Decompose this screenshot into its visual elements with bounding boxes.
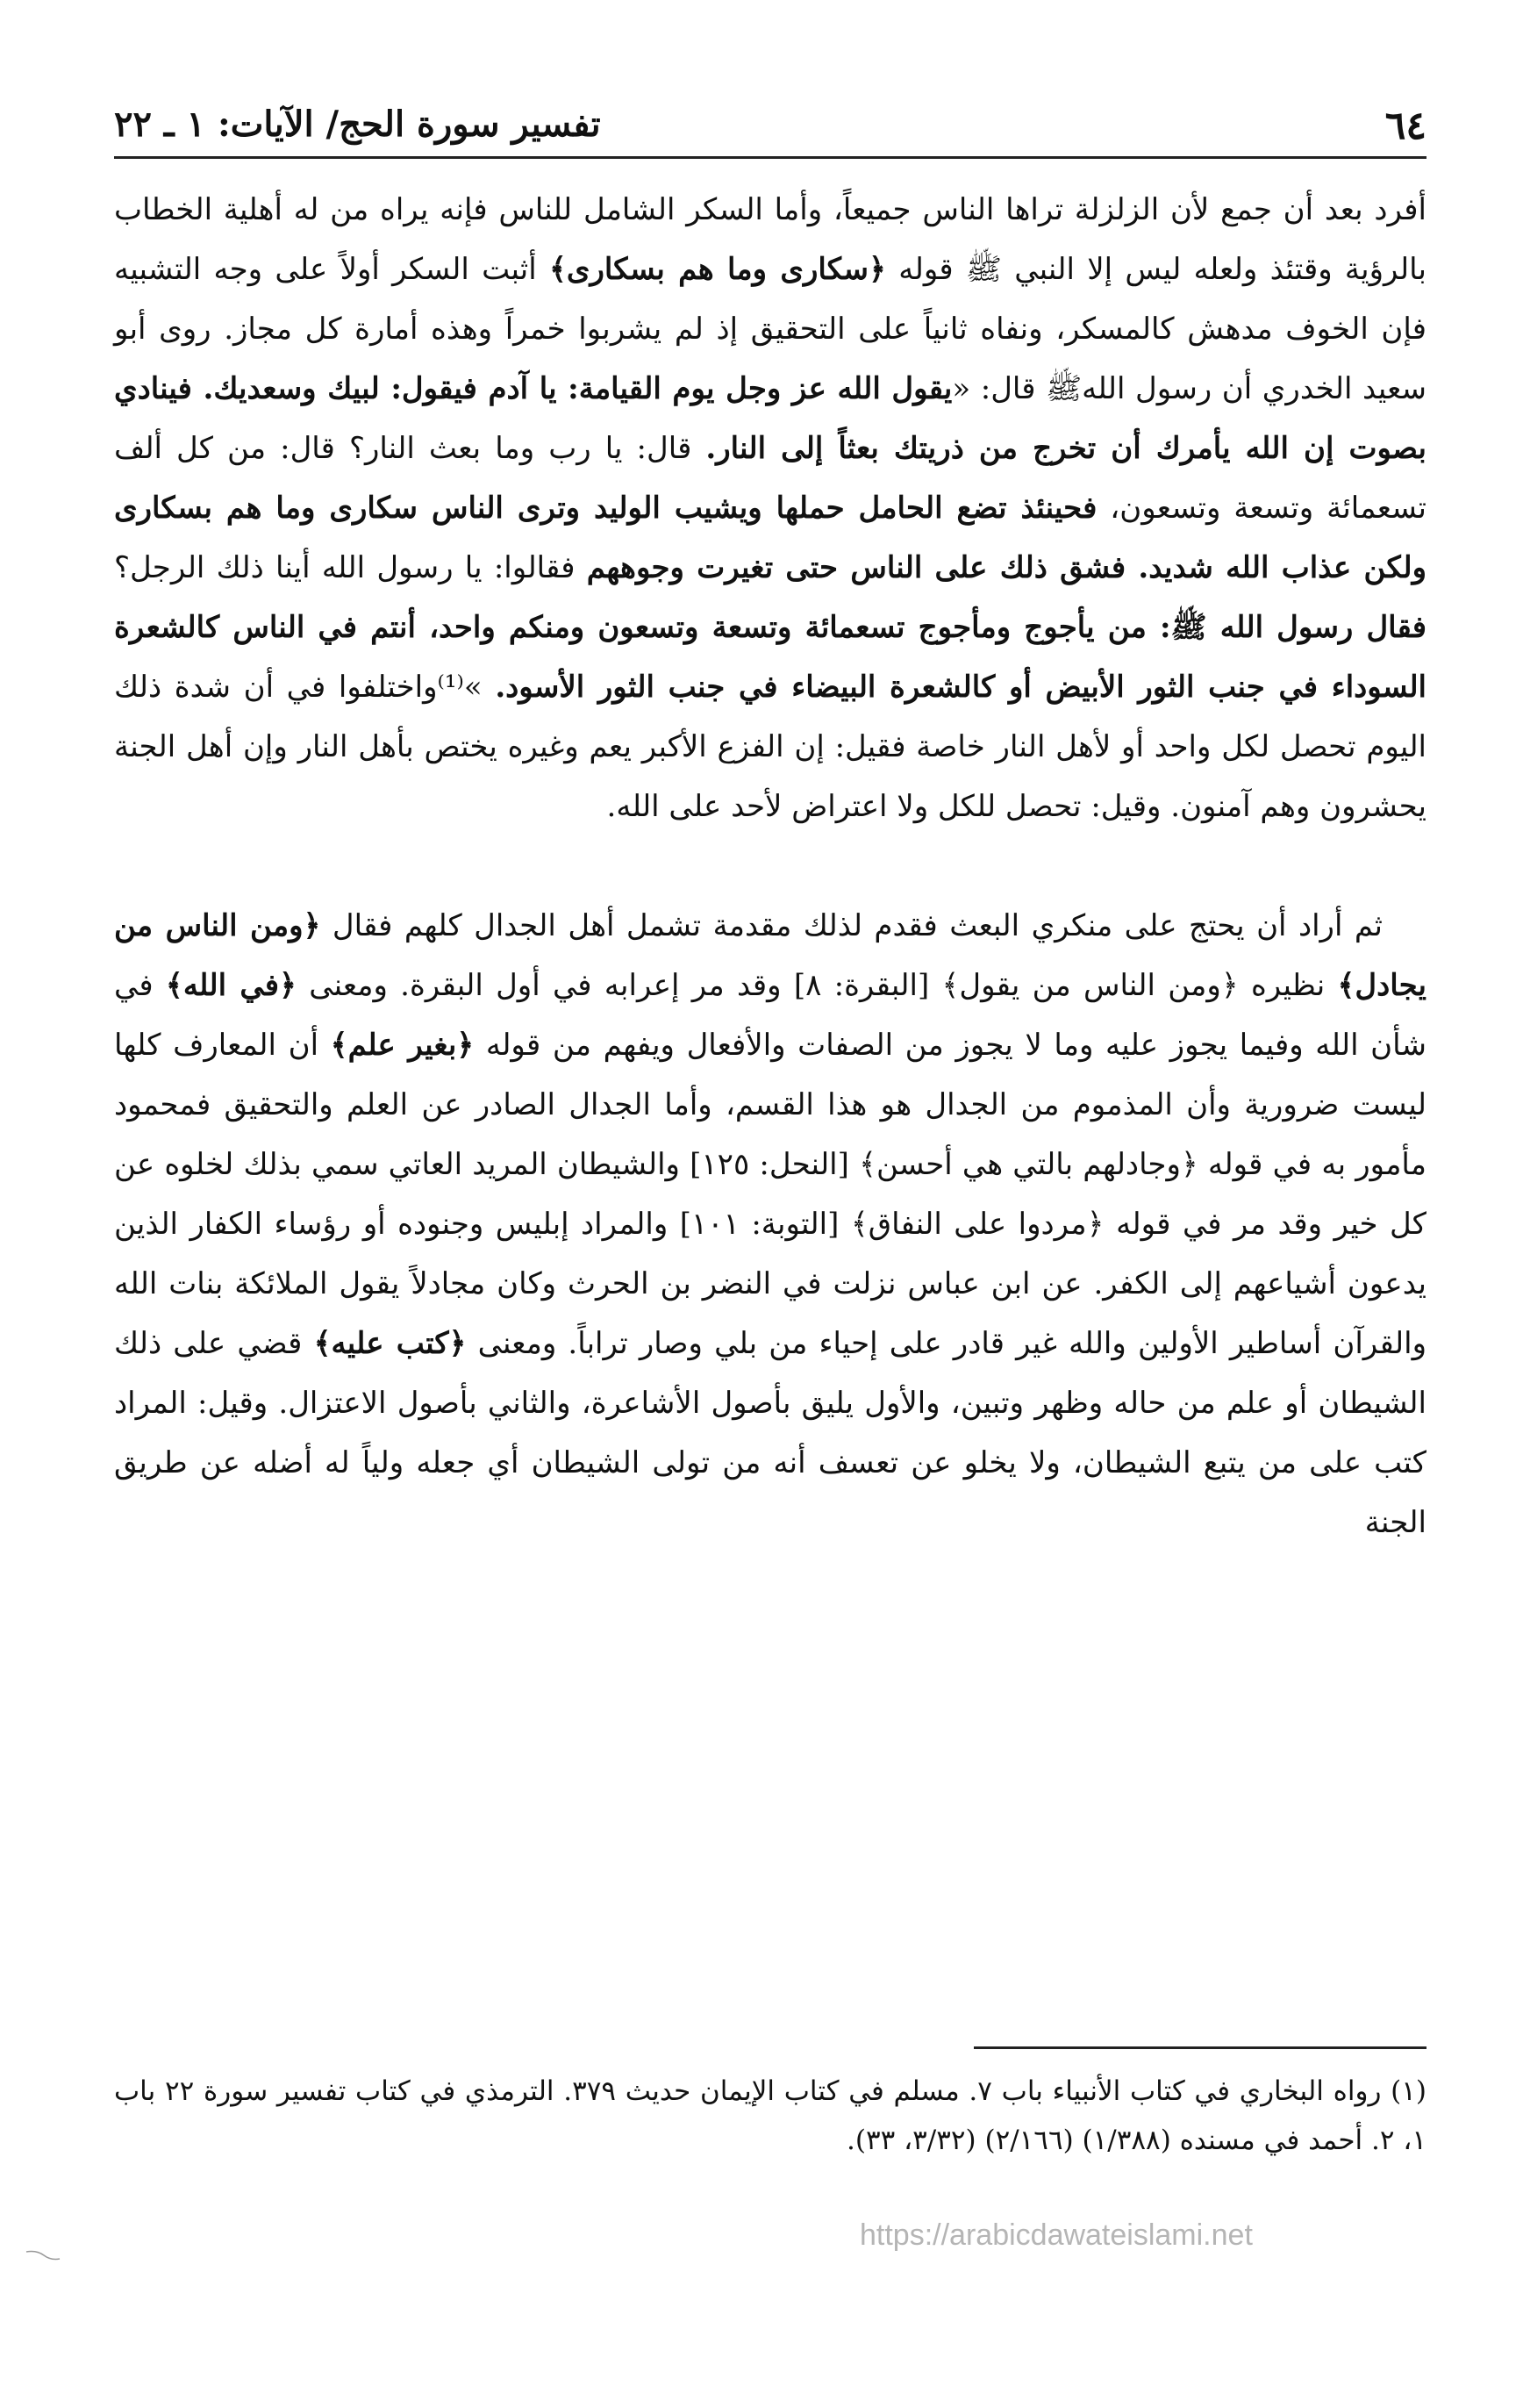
paragraph-gap — [114, 836, 1426, 896]
text-run: نظيره ﴿ومن الناس من يقول﴾ [البقرة: ٨] وقد مر إعرابه في أول البقرة. ومعنى — [296, 968, 1338, 1003]
text-run: أفرد بعد أن جمع لأن الزلزلة تراها الناس جميعاً، وأما السكر الشامل للناس فإنه يراه من له أهلية الخطاب بالرؤية وقتئذ ولعله ليس إلا النبي ﷺ قوله — [114, 192, 1426, 287]
quran-quote: ﴿بغير علم﴾ — [330, 1028, 475, 1063]
text-run: فقالوا: يا رسول الله أينا ذلك الرجل؟ — [114, 550, 587, 585]
hadith-text: فحينئذ تضع الحامل حملها ويشيب الوليد وترى الناس سكارى وما هم بسكارى ولكن عذاب الله شديد. فشق ذلك على الناس حتى تغيرت وجوههم — [114, 491, 1426, 585]
quran-quote: ﴿ومن الناس من يجادل﴾ — [114, 908, 1426, 1003]
text-run: أثبت السكر أولاً على وجه التشبيه فإن الخوف مدهش كالمسكر، ونفاه ثانياً على التحقيق إذ لم يشربوا خمراً وهذه أمارة كل مجاز. روى أبو سعيد الخدري أن رسول اللهﷺ قال: « — [114, 252, 1427, 406]
quran-quote: ﴿في الله﴾ — [165, 968, 297, 1003]
footnote-rule — [974, 2046, 1426, 2049]
quran-quote: ﴿كتب عليه﴾ — [313, 1326, 467, 1361]
running-title: تفسير سورة الحج/ الآيات: ١ ـ ٢٢ — [114, 104, 601, 145]
paragraph-1 — [114, 180, 1426, 836]
scan-speck-icon — [25, 2247, 77, 2264]
text-run: قال: يا رب وما بعث النار؟ قال: من كل ألف تسعمائة وتسعة وتسعون، — [114, 431, 1426, 526]
paragraph-2 — [114, 896, 1426, 1552]
body-text — [114, 180, 1426, 1552]
text-run: ثم أراد أن يحتج على منكري البعث فقدم لذلك مقدمة تشمل أهل الجدال كلهم فقال — [320, 908, 1383, 943]
quran-quote: ﴿سكارى وما هم بسكارى﴾ — [548, 252, 886, 287]
footnotes — [114, 2067, 1426, 2165]
hadith-text: يقول الله عز وجل يوم القيامة: يا آدم فيقول: لبيك وسعديك. فينادي بصوت إن الله يأمرك أن تخرج من ذريتك بعثاً إلى النار. — [114, 371, 1426, 466]
page-number: ٦٤ — [1384, 104, 1426, 148]
footnote-1: (١) رواه البخاري في كتاب الأنبياء باب ٧. مسلم في كتاب الإيمان حديث ٣٧٩. الترمذي في كتاب تفسير سورة ٢٢ باب ١، ٢. أحمد في مسنده (١/٣٨٨) (٢/١٦٦) (٣/٣٢، ٣٣). — [114, 2075, 1426, 2156]
header-rule — [114, 156, 1426, 159]
hadith-text: فقال رسول الله ﷺ: من يأجوج ومأجوج تسعمائة وتسعة وتسعون ومنكم واحد، أنتم في الناس كالشعرة السوداء في جنب الثور الأبيض أو كالشعرة البيضاء في جنب الثور الأسود. — [114, 610, 1427, 705]
text-run: »⁽¹⁾واختلفوا في أن شدة ذلك اليوم تحصل لكل واحد أو لأهل النار خاصة فقيل: إن الفزع الأكبر يعم وغيره يختص بأهل النار وإن أهل الجنة يحشرون وهم آمنون. وقيل: تحصل للكل ولا اعتراض لأحد على الله. — [114, 670, 1426, 824]
text-run: في شأن الله وفيما يجوز عليه وما لا يجوز من الصفات والأفعال ويفهم من قوله — [114, 968, 1426, 1063]
text-run: أن المعارف كلها ليست ضرورية وأن المذموم من الجدال هو هذا القسم، وأما الجدال الصادر عن العلم والتحقيق فمحمود مأمور به في قوله ﴿وجادلهم بالتي هي أحسن﴾ [النحل: ١٢٥] والشيطان المريد العاتي سمي بذلك لخلوه عن كل خير وقد مر في قوله ﴿مردوا على النفاق﴾ [التوبة: ١٠١] والمراد إبليس وجنوده أو رؤساء الكفار الذين يدعون أشياعهم إلى الكفر. عن ابن عباس نزلت في النضر بن الحرث وكان مجادلاً يقول الملائكة بنات الله والقرآن أساطير الأولين والله غير قادر على إحياء من بلي وصار تراباً. ومعنى — [114, 1028, 1426, 1361]
watermark-url: https://arabicdawateislami.net — [860, 2218, 1253, 2252]
page-header — [114, 97, 1426, 158]
text-run: قضي على ذلك الشيطان أو علم من حاله وظهر وتبين، والأول يليق بأصول الأشاعرة، والثاني بأصول الاعتزال. وقيل: المراد كتب على من يتبع الشيطان، ولا يخلو عن تعسف أنه من تولى الشيطان أي جعله ولياً له أضله عن طريق الجنة — [114, 1326, 1426, 1540]
